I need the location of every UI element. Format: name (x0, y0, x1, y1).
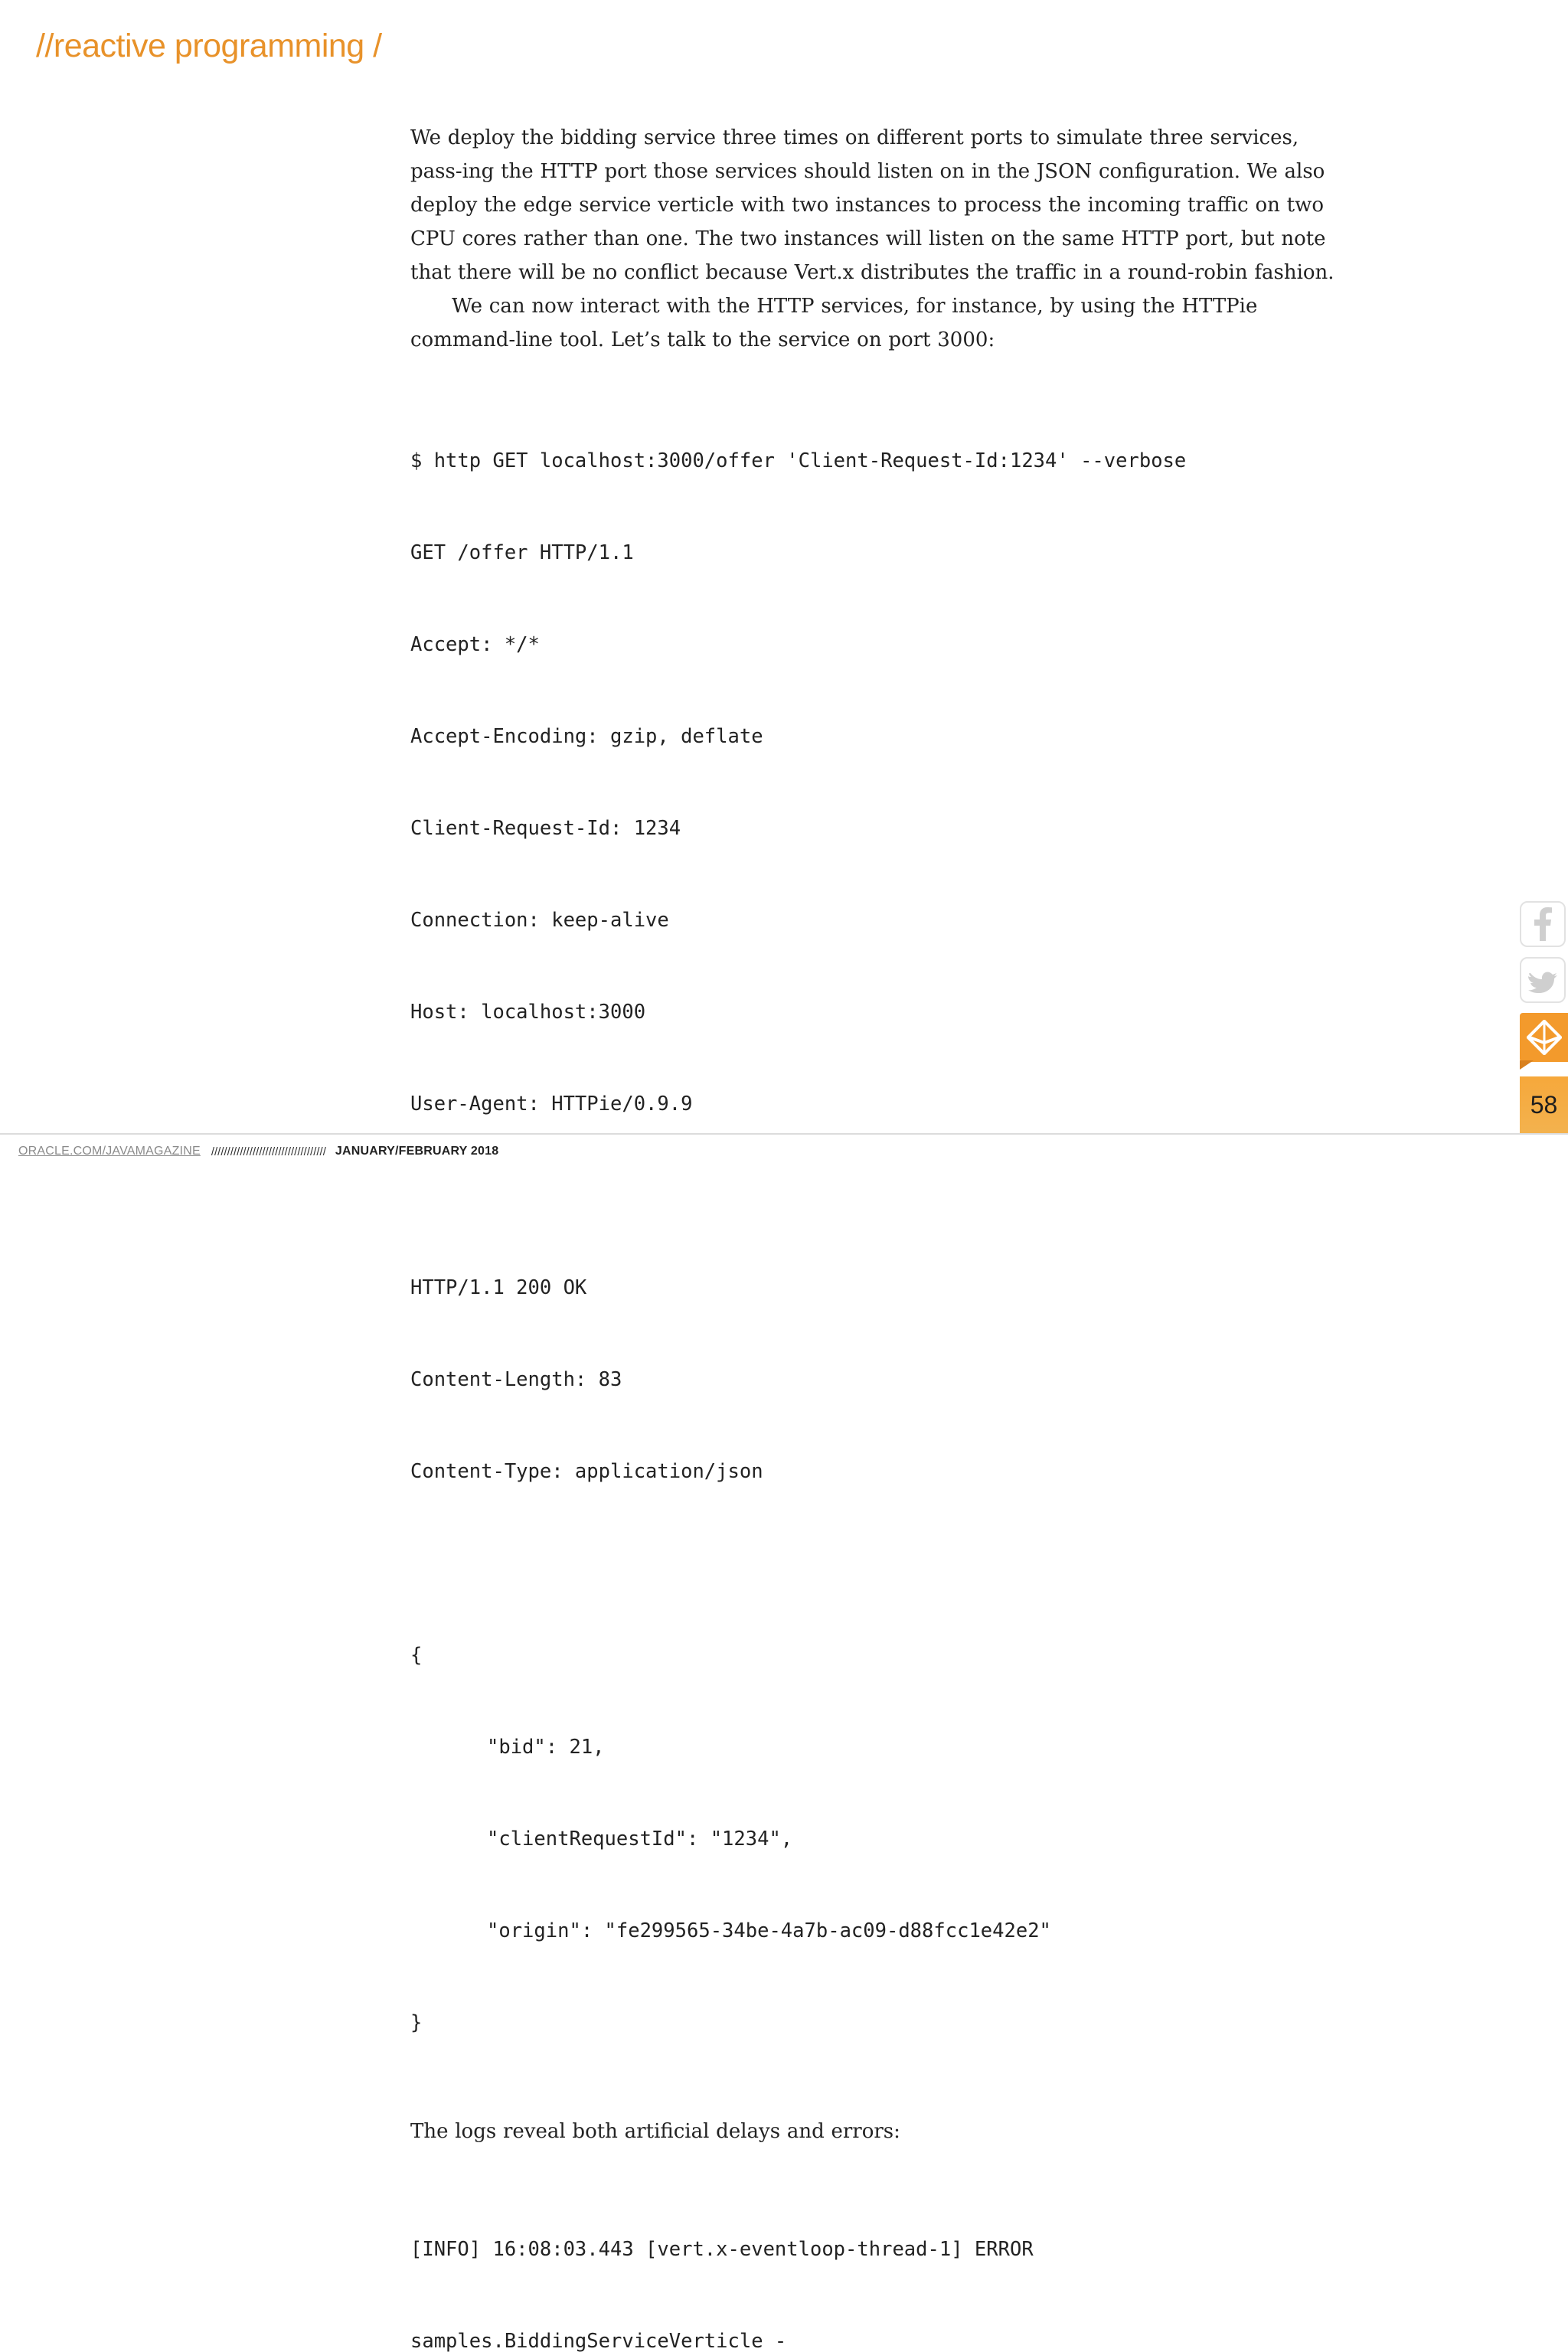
code-listing-json (410, 1579, 1344, 2099)
twitter-icon (1527, 967, 1558, 993)
paragraph: The logs reveal both artificial delays and errors: (410, 2120, 900, 2143)
code-line: Connection: keep-alive (410, 909, 669, 932)
page-number: 58 (1520, 1076, 1568, 1133)
code-line: Host: localhost:3000 (410, 1001, 646, 1024)
paragraph: We deploy the bidding service three times on different ports to simulate three services, pass-ing the HTTP port those services should listen on in the JSON configuration. We also deploy the edge service verticle with two instances to process the incoming traffic on two CPU cores rather than one. The two instances will listen on the same HTTP port, but note that there will be no conflict because Vert.x distributes the traffic in a round-robin fashion. (410, 126, 1334, 284)
article-body (410, 121, 1344, 2352)
email-share-button[interactable] (1520, 1013, 1568, 1062)
code-line: "origin": "fe299565-34be-4a7b-ac09-d88fcc1e42e2" (487, 1919, 1051, 1942)
facebook-share-button[interactable] (1520, 901, 1566, 947)
section-title: //reactive programming / (36, 28, 382, 64)
code-line: Accept-Encoding: gzip, deflate (410, 725, 763, 748)
email-icon (1527, 1020, 1562, 1055)
facebook-icon (1533, 907, 1553, 941)
code-line: "clientRequestId": "1234", (487, 1828, 793, 1851)
code-line: Client-Request-Id: 1234 (410, 817, 681, 840)
code-listing-request (410, 384, 1344, 1181)
twitter-share-button[interactable] (1520, 957, 1566, 1003)
paragraph: We can now interact with the HTTP services, for instance, by using the HTTPie command-line tool. Let’s talk to the service on port 3000: (410, 295, 1258, 351)
email-button-tab (1520, 1060, 1534, 1070)
code-line: [INFO] 16:08:03.443 [vert.x-eventloop-thread-1] ERROR (410, 2238, 1034, 2261)
footer-issue-date: JANUARY/FEBRUARY 2018 (335, 1145, 499, 1158)
code-line: $ http GET localhost:3000/offer 'Client-Request-Id:1234' --verbose (410, 449, 1187, 472)
footer (18, 1145, 498, 1158)
code-listing-log (410, 2173, 1344, 2352)
footer-site-link[interactable]: ORACLE.COM/JAVAMAGAZINE (18, 1145, 201, 1158)
code-line: } (410, 2011, 423, 2034)
code-line: Content-Type: application/json (410, 1460, 763, 1483)
code-listing-response (410, 1211, 1344, 1548)
code-line: Content-Length: 83 (410, 1368, 622, 1391)
code-line: User-Agent: HTTPie/0.9.9 (410, 1093, 693, 1116)
code-line: Accept: */* (410, 633, 540, 656)
code-line: HTTP/1.1 200 OK (410, 1276, 587, 1299)
code-line: samples.BiddingServiceVerticle - (410, 2330, 787, 2352)
footer-divider (0, 1133, 1568, 1135)
code-line: "bid": 21, (487, 1736, 605, 1759)
footer-slashes: //////////////////////////////////// (211, 1145, 326, 1158)
code-line: { (410, 1644, 423, 1667)
code-line: GET /offer HTTP/1.1 (410, 541, 634, 564)
